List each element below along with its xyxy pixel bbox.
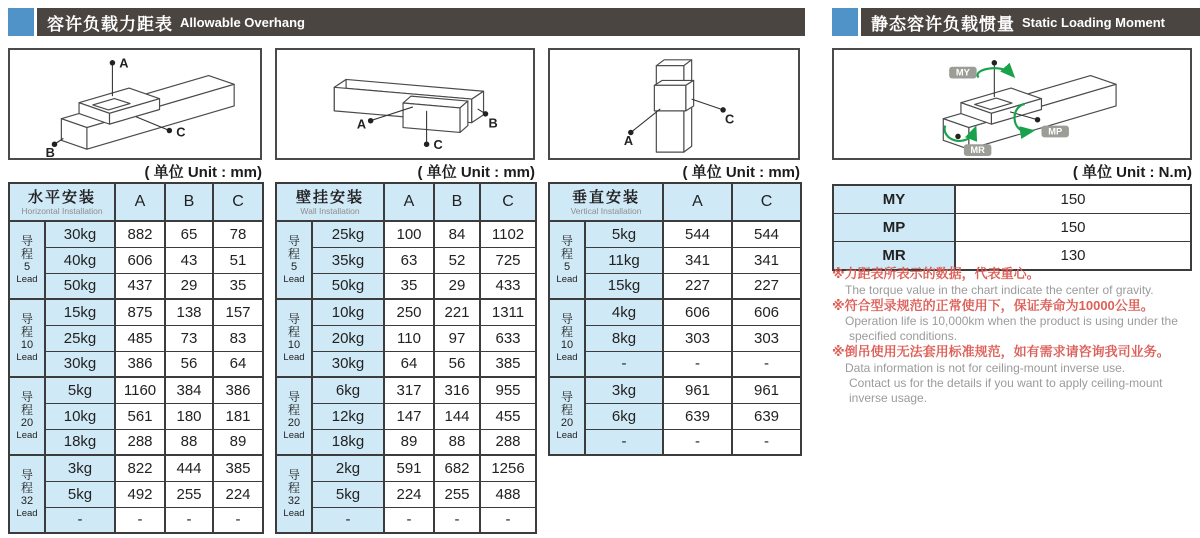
note-en-line: Contact us for the details if you want to apply ceiling-mount [849,375,1163,390]
lead-line: 导 [560,312,573,326]
value-cell: 437 [115,273,165,299]
value-cell: 52 [434,247,480,273]
spec-table-grid [548,182,802,456]
lead-line: 导 [20,312,33,326]
value-cell: 43 [165,247,213,273]
value-cell: 385 [213,455,263,481]
lead-line: 程 [20,325,33,339]
value-cell: 255 [165,481,213,507]
lead-line: 20 [560,417,574,429]
lead-line: 程 [560,325,573,339]
value-cell: 1160 [115,377,165,403]
load-cell: 2kg [312,455,384,481]
table-row [549,325,801,351]
value-cell: 606 [732,299,801,325]
lead-line: 5 [563,261,571,273]
value-cell: 181 [213,403,263,429]
column-header: C [732,183,801,221]
table-title-en: Vertical Installation [570,205,642,216]
value-cell: 224 [384,481,434,507]
table-row [9,273,263,299]
value-cell: - [213,507,263,533]
point-label-b: B [488,115,498,131]
lead-line: 导 [20,390,33,404]
column-header: A [115,183,165,221]
lead-cell [549,299,585,377]
footnotes [832,266,1198,406]
load-cell: 50kg [45,273,115,299]
table-title-en: Horizontal Installation [21,205,103,216]
table-row [9,351,263,377]
load-cell: 5kg [585,221,663,247]
note-en-line: The torque value in the chart indicate the center of gravity. [845,282,1154,297]
value-cell: 227 [732,273,801,299]
table-row [549,299,801,325]
unit-caption-mm: ( 单位 Unit : mm) [417,164,535,181]
table-row [549,221,801,247]
table-row [9,429,263,455]
vertical-installation-table [548,182,800,456]
moment-value: 150 [955,185,1191,214]
value-cell: 288 [480,429,536,455]
table-row [276,221,536,247]
lead-line: 10 [560,339,574,351]
value-cell: 822 [115,455,165,481]
table-row [549,403,801,429]
value-cell: 221 [434,299,480,325]
lead-line: 5 [23,261,31,273]
load-cell: 3kg [45,455,115,481]
value-cell: 73 [165,325,213,351]
point-label-c: C [176,124,186,140]
note-zh: ※符合型录规范的正常使用下，保证寿命为10000公里。 [832,297,1154,313]
point-label-a: A [119,55,129,71]
value-cell: 64 [213,351,263,377]
value-cell: 725 [480,247,536,273]
value-cell: 84 [434,221,480,247]
point-label-a: A [623,133,634,149]
table-title-zh: 垂直安装 [571,188,640,206]
value-cell: - [663,429,732,455]
note-zh: ※倒吊使用无法套用标准规范，如有需求请咨询我司业务。 [832,344,1170,359]
load-cell: 30kg [45,351,115,377]
moment-value: 130 [955,242,1191,271]
value-cell: 88 [165,429,213,455]
table-row [276,481,536,507]
spec-table-grid [275,182,537,534]
value-cell: 961 [732,377,801,403]
column-header: C [480,183,536,221]
value-cell: 384 [165,377,213,403]
lead-line: 20 [20,417,34,429]
lead-line: Lead [16,274,38,285]
value-cell: 65 [165,221,213,247]
note-en-line: inverse usage. [849,390,928,405]
value-cell: - [115,507,165,533]
table-row [833,214,1191,242]
value-cell: 485 [115,325,165,351]
value-cell: 56 [165,351,213,377]
value-cell: 35 [213,273,263,299]
lead-line: Lead [16,352,38,363]
load-cell: 12kg [312,403,384,429]
value-cell: 144 [434,403,480,429]
table-title-cell [549,183,663,221]
lead-line: Lead [16,430,38,441]
table-row [833,185,1191,214]
lead-line: 32 [20,495,34,507]
point-label-c: C [725,111,735,127]
lead-line: 导 [287,312,300,326]
value-cell: 544 [732,221,801,247]
point-label-c: C [433,137,443,153]
value-cell: 444 [165,455,213,481]
value-cell: 961 [663,377,732,403]
header-row [549,183,801,221]
value-cell: 35 [384,273,434,299]
value-cell: 875 [115,299,165,325]
section-title-en: Static Loading Moment [1022,14,1165,30]
lead-cell [9,377,45,455]
lead-line: 导 [560,390,573,404]
lead-cell [9,221,45,299]
load-cell: 25kg [45,325,115,351]
value-cell: 1102 [480,221,536,247]
column-header: C [213,183,263,221]
value-cell: - [663,351,732,377]
value-cell: 386 [115,351,165,377]
section-title-zh: 容许负载力距表 [47,14,173,34]
value-cell: 138 [165,299,213,325]
table-row [276,247,536,273]
table-title-cell [276,183,384,221]
lead-line: Lead [283,508,305,519]
lead-line: 10 [287,339,301,351]
load-cell: 3kg [585,377,663,403]
moment-badge-my: MY [955,67,970,78]
load-cell: 5kg [45,481,115,507]
load-cell: 8kg [585,325,663,351]
value-cell: 385 [480,351,536,377]
value-cell: 255 [434,481,480,507]
section-header-static-loading-moment [832,8,1200,36]
blue-accent-square [8,8,34,36]
lead-line: 程 [560,403,573,417]
lead-line: Lead [556,274,578,285]
value-cell: 250 [384,299,434,325]
load-cell: 30kg [45,221,115,247]
value-cell: 227 [663,273,732,299]
value-cell: 303 [663,325,732,351]
lead-line: Lead [283,430,305,441]
load-cell: - [585,429,663,455]
value-cell: 88 [434,429,480,455]
lead-line: 导 [20,468,33,482]
table-row [9,325,263,351]
value-cell: 157 [213,299,263,325]
load-cell: 5kg [45,377,115,403]
section-title-en: Allowable Overhang [180,14,305,30]
lead-line: 导 [287,234,300,248]
lead-line: Lead [283,274,305,285]
value-cell: 492 [115,481,165,507]
table-row [549,351,801,377]
spec-table-grid [8,182,264,534]
table-row [276,455,536,481]
lead-line: 20 [287,417,301,429]
header-row [9,183,263,221]
unit-caption-mm: ( 单位 Unit : mm) [144,164,262,181]
value-cell: 147 [384,403,434,429]
value-cell: 386 [213,377,263,403]
lead-line: 导 [287,468,300,482]
lead-cell [276,299,312,377]
lead-line: 导 [20,234,33,248]
load-cell: 10kg [45,403,115,429]
note-zh: ※力距表所表示的数据，代表重心。 [832,266,1040,281]
table-title-en: Wall Installation [300,205,360,216]
point-label-a: A [356,116,367,132]
lead-line: 程 [20,481,33,495]
value-cell: 89 [384,429,434,455]
moment-value: 150 [955,214,1191,242]
point-label-b: B [45,145,55,158]
value-cell: 455 [480,403,536,429]
table-row [276,429,536,455]
value-cell: 639 [732,403,801,429]
wall-installation-table [275,182,535,534]
lead-line: 32 [287,495,301,507]
table-row [276,351,536,377]
load-cell: - [585,351,663,377]
value-cell: 341 [663,247,732,273]
table-row [549,273,801,299]
moment-table-grid [832,184,1192,271]
section-header-body [861,8,1200,36]
value-cell: 1311 [480,299,536,325]
table-row [9,403,263,429]
note-en-line: Data information is not for ceiling-mount inverse use. [845,360,1126,375]
value-cell: 303 [732,325,801,351]
load-cell: 4kg [585,299,663,325]
value-cell: 561 [115,403,165,429]
load-cell: 30kg [312,351,384,377]
static-loading-moment-table [832,184,1192,271]
value-cell: 64 [384,351,434,377]
table-row [549,429,801,455]
value-cell: 955 [480,377,536,403]
load-cell: 6kg [585,403,663,429]
lead-cell [549,221,585,299]
load-cell: 10kg [312,299,384,325]
section-header-body [37,8,805,36]
wall-installation-diagram [275,48,535,160]
load-cell: 18kg [312,429,384,455]
table-row [276,299,536,325]
value-cell: - [384,507,434,533]
value-cell: - [165,507,213,533]
load-cell: 18kg [45,429,115,455]
lead-cell [276,455,312,533]
lead-line: 程 [287,325,300,339]
table-row [276,325,536,351]
value-cell: 29 [434,273,480,299]
value-cell: 606 [663,299,732,325]
value-cell: 100 [384,221,434,247]
lead-line: 程 [287,247,300,261]
lead-line: 程 [287,403,300,417]
value-cell: - [480,507,536,533]
moment-label: MY [833,185,955,214]
lead-line: Lead [556,352,578,363]
unit-caption-mm: ( 单位 Unit : mm) [682,164,800,181]
load-cell: - [312,507,384,533]
value-cell: - [732,351,801,377]
value-cell: 341 [732,247,801,273]
table-title-zh: 水平安装 [28,188,97,206]
lead-line: 导 [287,390,300,404]
table-row [276,273,536,299]
value-cell: 29 [165,273,213,299]
table-row [9,377,263,403]
table-row [549,377,801,403]
table-row [276,403,536,429]
value-cell: 317 [384,377,434,403]
horizontal-installation-diagram [8,48,262,160]
lead-cell [9,455,45,533]
value-cell: - [434,507,480,533]
table-row [276,377,536,403]
section-header-allowable-overhang [8,8,805,36]
table-row [9,247,263,273]
value-cell: 544 [663,221,732,247]
vertical-installation-diagram [548,48,800,160]
lead-line: 10 [20,339,34,351]
value-cell: 224 [213,481,263,507]
value-cell: 56 [434,351,480,377]
table-row [9,221,263,247]
value-cell: 110 [384,325,434,351]
value-cell: 682 [434,455,480,481]
load-cell: 5kg [312,481,384,507]
value-cell: 639 [663,403,732,429]
value-cell: 1256 [480,455,536,481]
column-header: B [434,183,480,221]
lead-line: 程 [287,481,300,495]
lead-line: Lead [556,430,578,441]
lead-cell [276,377,312,455]
static-loading-moment-diagram [832,48,1192,160]
value-cell: 606 [115,247,165,273]
table-row [9,507,263,533]
lead-cell [549,377,585,455]
value-cell: - [732,429,801,455]
column-header: B [165,183,213,221]
column-header: A [663,183,732,221]
value-cell: 882 [115,221,165,247]
moment-badge-mp: MP [1048,126,1063,137]
moment-label: MP [833,214,955,242]
unit-caption-nm: ( 单位 Unit : N.m) [1072,164,1192,181]
lead-cell [276,221,312,299]
value-cell: 633 [480,325,536,351]
load-cell: 50kg [312,273,384,299]
load-cell: 40kg [45,247,115,273]
load-cell: 11kg [585,247,663,273]
value-cell: 316 [434,377,480,403]
value-cell: 51 [213,247,263,273]
moment-label: MR [833,242,955,271]
value-cell: 288 [115,429,165,455]
blue-accent-square [832,8,858,36]
header-row [276,183,536,221]
moment-badge-mr: MR [970,145,985,156]
load-cell: 6kg [312,377,384,403]
load-cell: 15kg [45,299,115,325]
table-title-zh: 壁挂安装 [296,188,365,206]
value-cell: 83 [213,325,263,351]
table-row [276,507,536,533]
value-cell: 433 [480,273,536,299]
note-en-line: Operation life is 10,000km when the product is using under the [845,314,1178,328]
lead-line: 程 [20,403,33,417]
lead-cell [9,299,45,377]
value-cell: 591 [384,455,434,481]
table-row [9,455,263,481]
lead-line: Lead [283,352,305,363]
lead-line: 导 [560,234,573,248]
value-cell: 488 [480,481,536,507]
load-cell: 25kg [312,221,384,247]
load-cell: - [45,507,115,533]
load-cell: 35kg [312,247,384,273]
value-cell: 97 [434,325,480,351]
load-cell: 20kg [312,325,384,351]
lead-line: 程 [20,247,33,261]
table-row [549,247,801,273]
value-cell: 63 [384,247,434,273]
note-en-line: specified conditions. [849,329,958,343]
lead-line: 5 [290,261,298,273]
table-title-cell [9,183,115,221]
lead-line: 程 [560,247,573,261]
value-cell: 78 [213,221,263,247]
table-row [9,299,263,325]
table-row [9,481,263,507]
value-cell: 180 [165,403,213,429]
value-cell: 89 [213,429,263,455]
lead-line: Lead [16,508,38,519]
horizontal-installation-table [8,182,262,534]
column-header: A [384,183,434,221]
load-cell: 15kg [585,273,663,299]
section-title-zh: 静态容许负载惯量 [871,14,1015,34]
